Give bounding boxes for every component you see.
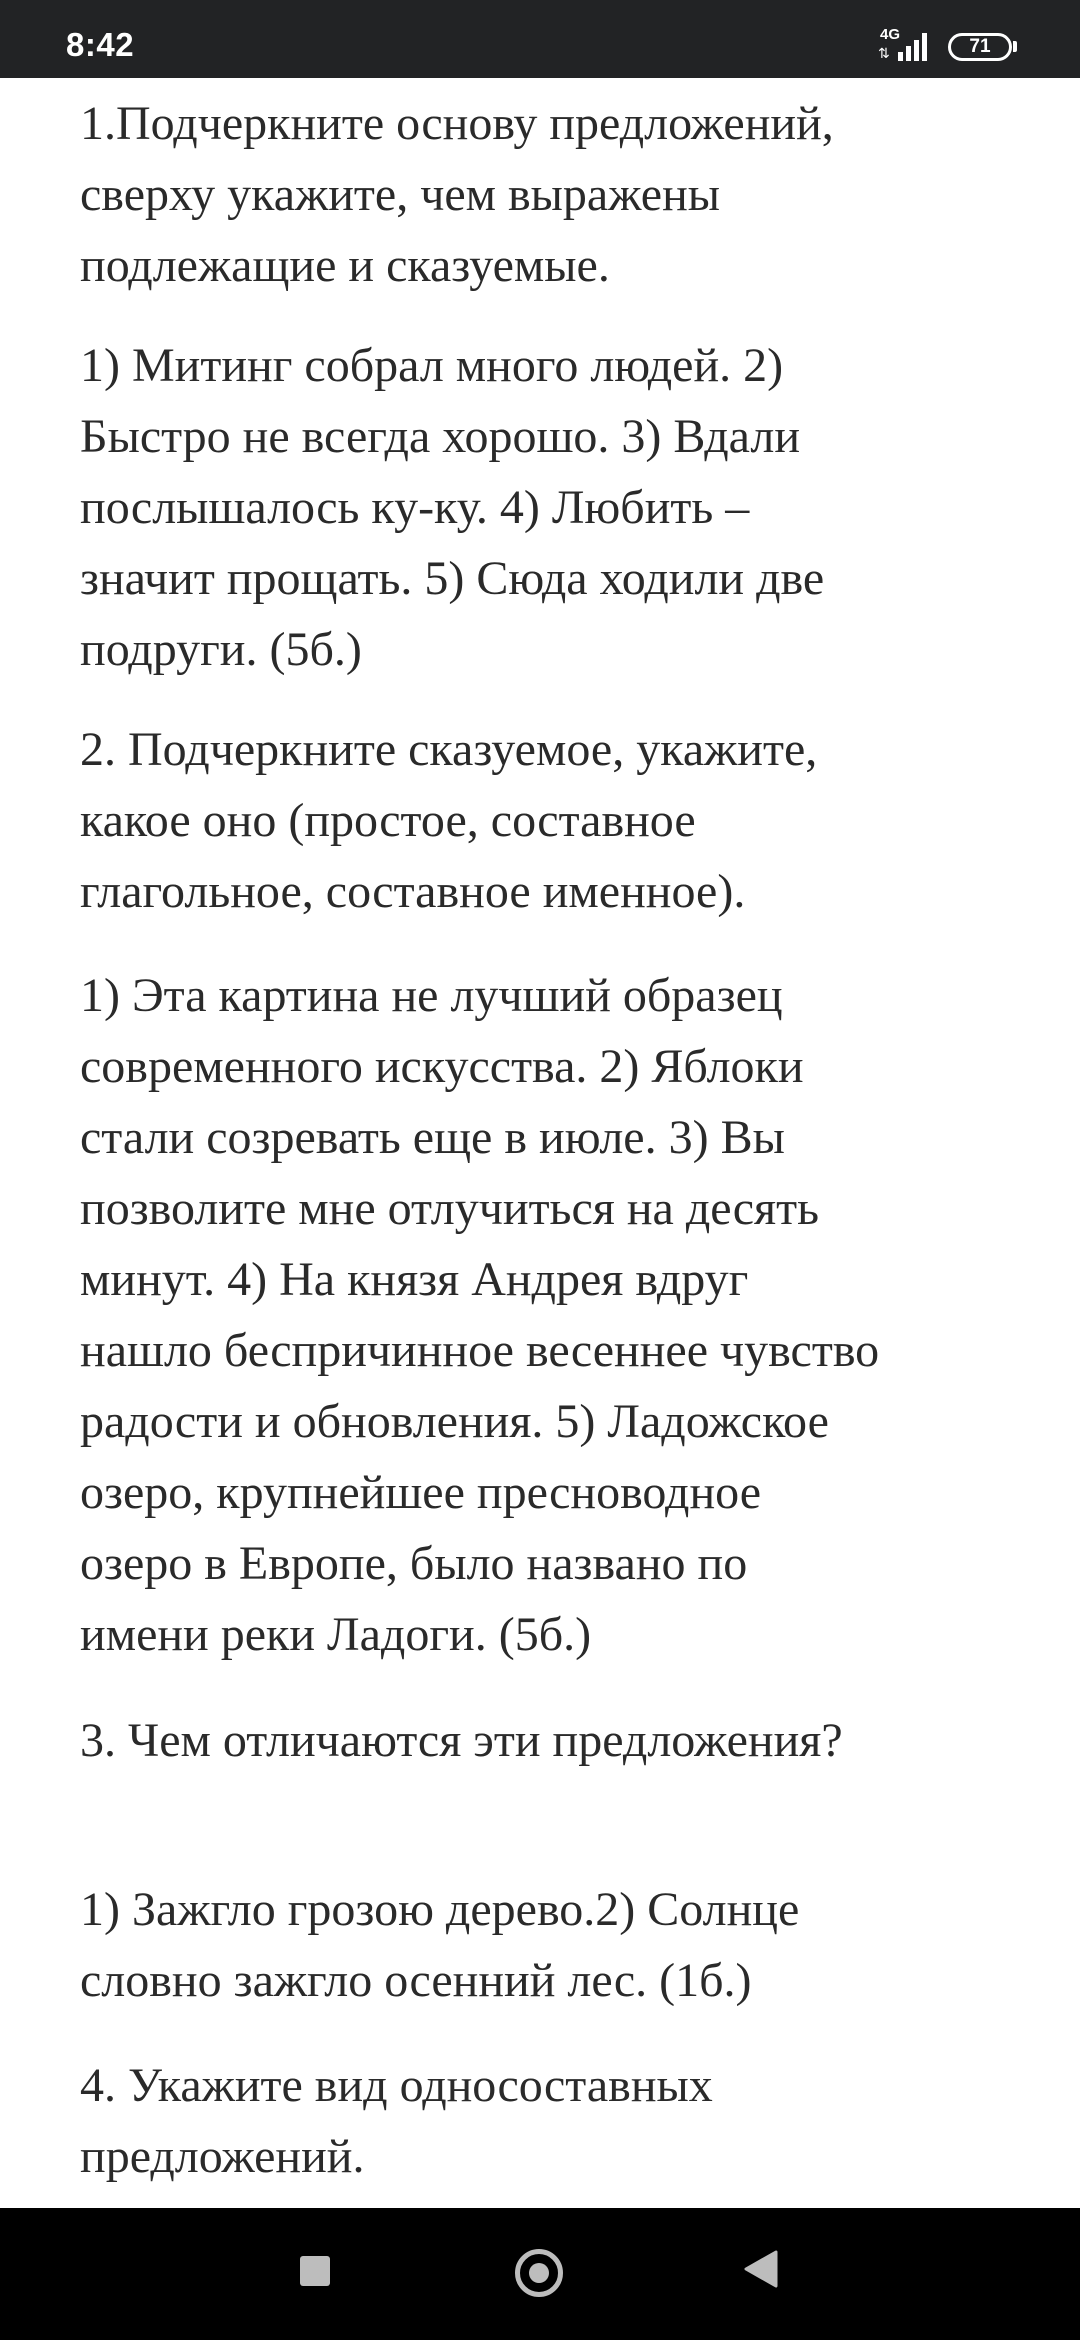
- text-line: какое оно (простое, составное: [80, 794, 696, 847]
- text-line: 2. Подчеркните сказуемое, укажите,: [80, 723, 818, 776]
- text-line: 1) Зажгло грозою дерево.2) Солнце: [80, 1883, 800, 1936]
- text-line: 1) Эта картина не лучший образец: [80, 969, 783, 1022]
- back-icon[interactable]: [742, 2250, 778, 2288]
- task-3-sentences: [80, 1874, 1010, 2016]
- text-line: нашло беспричинное весеннее чувство: [80, 1324, 880, 1377]
- document-viewer[interactable]: [0, 78, 1080, 2208]
- text-line: радости и обновления. 5) Ладожское: [80, 1395, 829, 1448]
- text-line: современного искусства. 2) Яблоки: [80, 1040, 804, 1093]
- text-line: Быстро не всегда хорошо. 3) Вдали: [80, 410, 800, 463]
- text-line: позволите мне отлучиться на десять: [80, 1182, 819, 1235]
- text-line: имени реки Ладоги. (5б.): [80, 1608, 592, 1661]
- signal-icon: [896, 30, 936, 62]
- task-4-instruction: [80, 2050, 1010, 2192]
- text-line: озеро, крупнейшее пресноводное: [80, 1466, 762, 1519]
- status-bar: [0, 0, 1080, 78]
- task-2-sentences: [80, 960, 1010, 1670]
- task-3-instruction: [80, 1705, 1010, 1776]
- text-line: словно зажгло осенний лес. (1б.): [80, 1954, 752, 2007]
- network-type-label: 4G: [880, 26, 901, 43]
- text-line: подлежащие и сказуемые.: [80, 239, 610, 292]
- home-icon-dot: [529, 2263, 549, 2283]
- battery-tip: [1013, 41, 1017, 52]
- battery-level: 71: [969, 36, 991, 57]
- battery-icon: [948, 33, 1012, 61]
- text-line: 3. Чем отличаются эти предложения?: [80, 1714, 843, 1767]
- text-line: сверху укажите, чем выражены: [80, 168, 721, 221]
- task-2-instruction: [80, 714, 1010, 927]
- home-icon[interactable]: [515, 2249, 563, 2297]
- text-line: глагольное, составное именное).: [80, 865, 746, 918]
- text-line: 1) Митинг собрал много людей. 2): [80, 339, 784, 392]
- task-1-sentences: [80, 330, 1010, 685]
- task-1-instruction: [80, 88, 1010, 301]
- text-line: стали созревать еще в июле. 3) Вы: [80, 1111, 785, 1164]
- text-line: 4. Укажите вид односоставных: [80, 2059, 713, 2112]
- text-line: предложений.: [80, 2130, 365, 2183]
- text-line: послышалось ку-ку. 4) Любить –: [80, 481, 750, 534]
- text-line: минут. 4) На князя Андрея вдруг: [80, 1253, 749, 1306]
- recents-icon[interactable]: [300, 2256, 330, 2286]
- data-arrows-icon: ⇅: [878, 45, 890, 61]
- text-line: подруги. (5б.): [80, 623, 362, 676]
- text-line: значит прощать. 5) Сюда ходили две: [80, 552, 825, 605]
- status-time: 8:42: [66, 26, 135, 63]
- text-line: озеро в Европе, было названо по: [80, 1537, 748, 1590]
- text-line: 1.Подчеркните основу предложений,: [80, 97, 834, 150]
